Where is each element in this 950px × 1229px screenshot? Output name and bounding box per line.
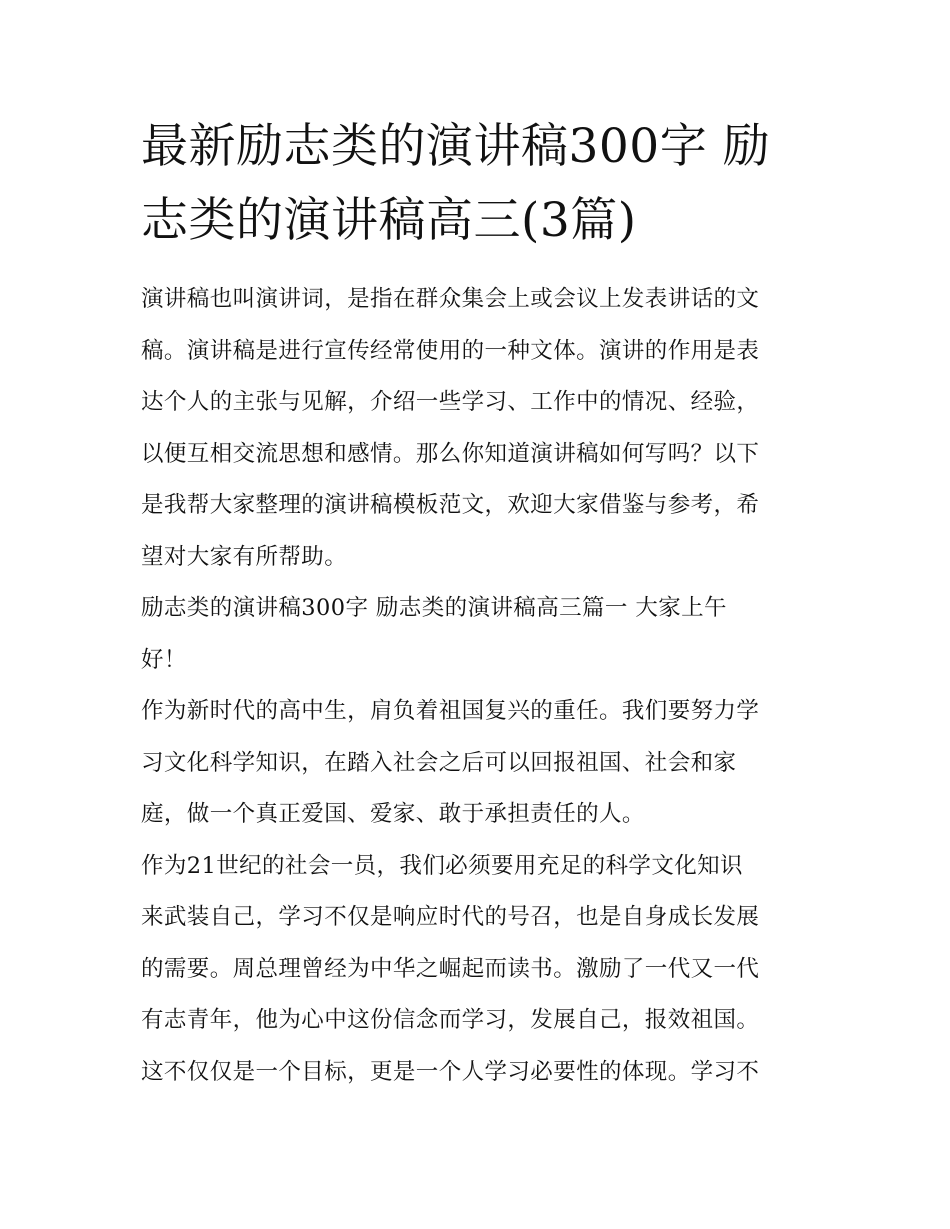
text-line: 达个人的主张与见解，介绍一些学习、工作中的情况、经验， — [141, 389, 760, 415]
text-line: 习文化科学知识，在踏入社会之后可以回报祖国、社会和家 — [141, 749, 737, 776]
text-line: 来武装自己，学习不仅是响应时代的号召，也是自身成长发展 — [141, 904, 760, 930]
text-line: 是我帮大家整理的演讲稿模板范文，欢迎大家借鉴与参考，希 — [141, 492, 760, 518]
text-line: 庭，做一个真正爱国、爱家、敢于承担责任的人。 — [141, 801, 645, 827]
text-line: 这不仅仅是一个目标，更是一个人学习必要性的体现。学习不 — [141, 1058, 760, 1085]
text-line: 以便互相交流思想和感情。那么你知道演讲稿如何写吗？以下 — [141, 440, 760, 467]
text-line: 有志青年，他为心中这份信念而学习，发展自己，报效祖国。 — [141, 1007, 760, 1033]
document-title — [141, 110, 813, 258]
text-line: 好！ — [141, 646, 187, 673]
text-line: 望对大家有所帮助。 — [141, 543, 348, 570]
text-line: 的需要。周总理曾经为中华之崛起而读书。激励了一代又一代 — [141, 955, 760, 982]
body-paragraph — [141, 841, 813, 1099]
text-line: 演讲稿也叫演讲词，是指在群众集会上或会议上发表讲话的文 — [141, 286, 760, 312]
title-line-2: 志类的演讲稿高三(3篇) — [141, 193, 637, 248]
intro-paragraph — [141, 274, 813, 583]
text-line: 作为新时代的高中生，肩负着祖国复兴的重任。我们要努力学 — [141, 698, 760, 724]
text-line: 作为21世纪的社会一员，我们必须要用充足的科学文化知识 — [141, 852, 743, 879]
text-line: 励志类的演讲稿300字 励志类的演讲稿高三篇一 大家上午 — [141, 595, 727, 621]
text-line: 稿。演讲稿是进行宣传经常使用的一种文体。演讲的作用是表 — [141, 337, 760, 364]
document-content — [141, 110, 813, 1098]
title-line-1: 最新励志类的演讲稿300字 励 — [141, 119, 771, 174]
section-heading-paragraph — [141, 583, 813, 686]
document-body — [141, 274, 813, 1098]
body-paragraph — [141, 686, 813, 841]
